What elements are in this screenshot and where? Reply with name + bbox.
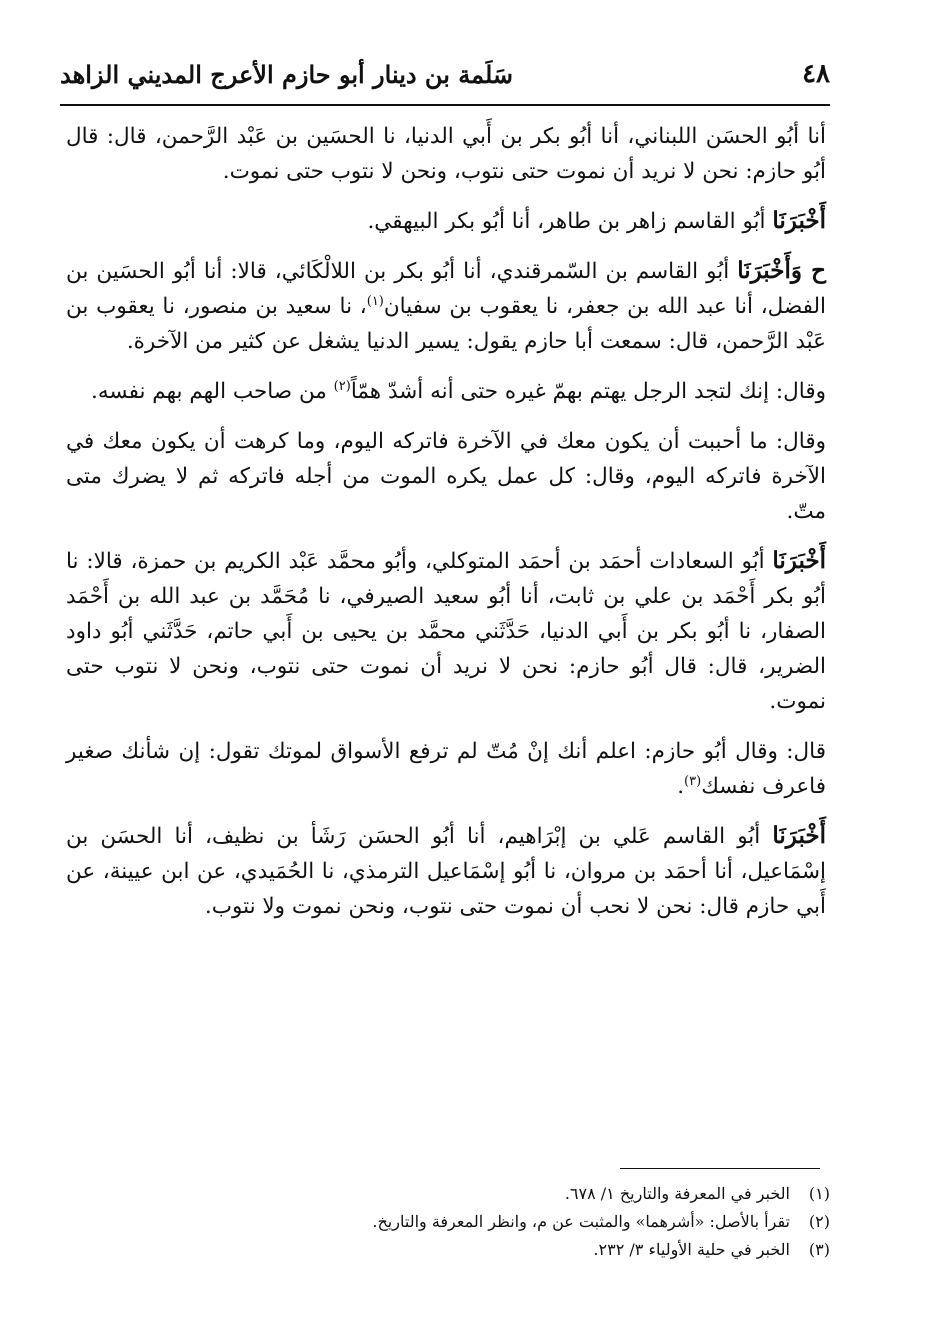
page-header bbox=[60, 52, 830, 96]
footnote bbox=[220, 1208, 830, 1236]
paragraph-text: أنا أبُو الحسَن اللبناني، أنا أبُو بكر بن أَبي الدنيا، نا الحسَين بن عَبْد الرَّحمن، قال: قال أبُو حازم: نحن لا نريد أن نموت حتى نتوب، ونحن لا نتوب حتى نموت. bbox=[66, 124, 826, 184]
lead-word: أَخْبَرَنَا bbox=[772, 547, 826, 574]
footnote-number: (١) bbox=[808, 1184, 830, 1203]
footnote-text: الخبر في حلية الأولياء ٣/ ٢٣٢. bbox=[593, 1240, 790, 1259]
paragraph-text: وقال: ما أحببت أن يكون معك في الآخرة فاتركه اليوم، وما كرهت أن يكون معك في الآخرة فاتركه اليوم، وقال: كل عمل يكره الموت من أجله فاتركه ثم لا يضرك متى متّ. bbox=[66, 429, 826, 524]
footnote-text: الخبر في المعرفة والتاريخ ١/ ٦٧٨. bbox=[564, 1184, 790, 1203]
header-rule bbox=[60, 104, 830, 106]
paragraph-tail: . bbox=[677, 774, 685, 799]
footnote-rule bbox=[620, 1168, 820, 1169]
main-text bbox=[66, 118, 826, 938]
footnote bbox=[220, 1180, 830, 1208]
footnote-number: (٣) bbox=[808, 1240, 830, 1259]
paragraph-text: أبُو القاسم بن السّمرقندي، أنا أبُو بكر بن اللالْكَائي، قالا: أنا أبُو الحسَين بن الفضل، أنا عبد الله بن جعفر، نا يعقوب بن سفيان bbox=[66, 259, 826, 319]
running-head: سَلَمة بن دينار أبو حازم الأعرج المديني الزاهد bbox=[60, 59, 514, 89]
paragraph-tail: من صاحب الهم بهم نفسه. bbox=[91, 379, 334, 404]
paragraph bbox=[66, 423, 826, 529]
footnote-ref: (٢) bbox=[333, 378, 351, 394]
footnote-ref: (١) bbox=[366, 293, 384, 309]
lead-word: أَخْبَرَنَا bbox=[772, 207, 826, 234]
page-number: ٤٨ bbox=[802, 59, 830, 89]
paragraph bbox=[66, 818, 826, 924]
paragraph-text: أبُو القاسم عَلي بن إبْرَاهيم، أنا أبُو الحسَن رَشَأ بن نظيف، أنا الحسَن بن إسْمَاعيل، أنا أحمَد بن مروان، نا أبُو إسْمَاعيل الترمذي، نا الحُمَيدي، عن ابن عيينة، عن أَبي حازم قال: نحن لا نحب أن نموت حتى نتوب، ونحن نموت ولا نتوب. bbox=[66, 824, 826, 919]
paragraph-text: أبُو السعادات أحمَد بن أحمَد المتوكلي، وأبُو محمَّد عَبْد الكريم بن حمزة، قالا: نا أبُو بكر أَحْمَد بن علي بن ثابت، أنا أبُو سعيد الصيرفي، نا مُحَمَّد بن عبد الله بن أَحْمَد الصفار، نا أبُو بكر بن أَبي الدنيا، حَدَّثَني محمَّد بن يحيى بن أَبي حاتم، حَدَّثَني أبُو داود الضرير، قال: قال أبُو حازم: نحن لا نريد أن نموت حتى نتوب، ونحن لا نتوب حتى نموت. bbox=[66, 549, 826, 714]
paragraph-text: أبُو القاسم زاهر بن طاهر، أنا أبُو بكر البيهقي. bbox=[367, 209, 773, 234]
footnote-number: (٢) bbox=[808, 1212, 830, 1231]
lead-word: ح وَأَخْبَرَنَا bbox=[737, 257, 826, 284]
paragraph bbox=[66, 543, 826, 719]
paragraph-text: وقال: إنك لتجد الرجل يهتم بهمّ غيره حتى أنه أشدّ همّاً bbox=[350, 379, 826, 404]
footnote bbox=[220, 1236, 830, 1264]
paragraph-text: قال: وقال أبُو حازم: اعلم أنك إنْ مُتّ لم ترفع الأسواق لموتك تقول: إن شأنك صغير فاعرف نفسك bbox=[66, 739, 826, 799]
paragraph bbox=[66, 253, 826, 359]
paragraph bbox=[66, 203, 826, 239]
footnotes bbox=[220, 1180, 830, 1264]
paragraph bbox=[66, 373, 826, 409]
paragraph bbox=[66, 118, 826, 189]
paragraph-tail: ، نا سعيد بن منصور، نا يعقوب بن عَبْد الرَّحمن، قال: سمعت أبا حازم يقول: يسير الدنيا يشغل عن كثير من الآخرة. bbox=[66, 294, 826, 354]
lead-word: أَخْبَرَنَا bbox=[772, 822, 826, 849]
footnote-ref: (٣) bbox=[684, 773, 702, 789]
paragraph bbox=[66, 733, 826, 804]
footnote-text: تقرأ بالأصل: «أشرهما» والمثبت عن م، وانظر المعرفة والتاريخ. bbox=[372, 1212, 790, 1231]
